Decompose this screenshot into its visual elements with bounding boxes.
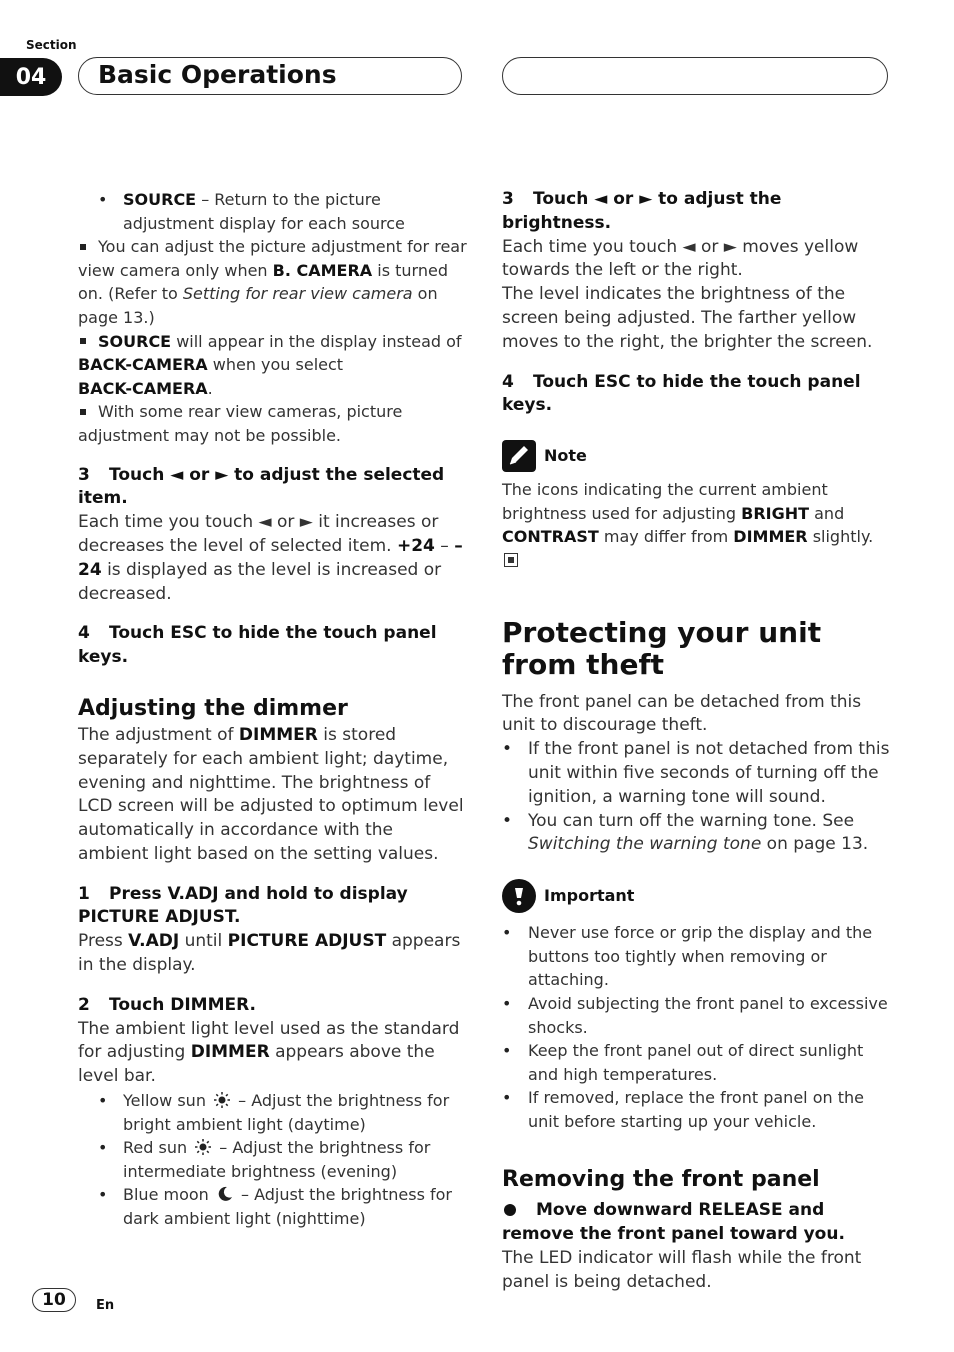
important-bullet-4: • If removed, replace the front panel on the unit before starting up your vehicle. [502,1086,894,1133]
removing-heading: Removing the front panel [502,1167,820,1193]
protect-bullet-1: • If the front panel is not detached from this unit within five seconds of turning off the ignition, a warning tone will sound. [502,738,894,809]
square-bullet-icon [80,338,86,344]
section-label: Section [26,38,77,52]
protect-body: The front panel can be detached from this unit to discourage theft. [502,691,862,736]
dimmer-heading: Adjusting the dimmer [78,695,348,721]
protect-heading: Protecting your unit from theft [502,615,822,681]
important-bullet-2: • Avoid subjecting the front panel to excessive shocks. [502,992,894,1039]
important-callout [502,879,894,913]
bullet-blue-moon: • Blue moon – Adjust the brightness for dark ambient light (nighttime) [78,1183,468,1230]
section-number-badge: 04 [0,58,62,96]
end-of-section-icon [504,553,518,567]
important-bullet-1: • Never use force or grip the display and the buttons too tightly when removing or attaching. [502,921,894,992]
step-dot-icon [504,1204,516,1216]
square-bullet-icon [80,409,86,415]
sun-icon [213,1091,231,1109]
note-some-cameras: With some rear view cameras, picture adjustment may not be possible. [78,402,403,445]
step-2-body: The ambient light level used as the standard for adjusting DIMMER appears above the level bar. [78,1018,460,1087]
moon-icon [216,1185,234,1203]
blank-title-frame [502,57,888,95]
brightness-step-3-body-2: The level indicates the brightness of the screen being adjusted. The farther yellow moves to the right, the brighter the screen. [502,284,873,352]
left-column [78,188,468,1231]
bullet-source: • SOURCE – Return to the picture adjustment display for each source [78,188,468,235]
note-rear-camera: You can adjust the picture adjustment for rear view camera only when B. CAMERA is turned on. (Refer to Setting for rear view camera on page 13.) [78,237,467,327]
square-bullet-icon [80,244,86,250]
note-callout [502,440,894,472]
note-label: Note [544,446,587,466]
important-icon [502,879,536,913]
bullet-red-sun: • Red sun – Adjust the brightness for intermediate brightness (evening) [78,1136,468,1183]
bullet-yellow-sun: • Yellow sun – Adjust the brightness for bright ambient light (daytime) [78,1089,468,1136]
brightness-step-3-heading: 3 Touch ◄ or ► to adjust the brightness. [502,189,782,233]
note-pencil-icon [502,440,536,472]
language-code: En [96,1298,115,1313]
protect-bullet-2: • You can turn off the warning tone. See Switching the warning tone on page 13. [502,810,894,858]
step-4-heading: 4 Touch ESC to hide the touch panel keys. [78,623,437,668]
step-1-heading: 1 Press V.ADJ and hold to display PICTURE ADJUST. [78,883,408,928]
step-3-heading: 3 Touch ◄ or ► to adjust the selected item. [78,464,445,509]
removing-body: The LED indicator will flash while the front panel is being detached. [502,1248,862,1292]
note-source-display: SOURCE will appear in the display instead of BACK-CAMERA when you select BACK-CAMERA. [78,331,462,398]
page-number: 10 [32,1288,76,1312]
step-1-body: Press V.ADJ until PICTURE ADJUST appears in the display. [78,931,461,976]
brightness-step-4-heading: 4 Touch ESC to hide the touch panel keys. [502,371,861,416]
brightness-step-3-body: Each time you touch ◄ or ► moves yellow towards the left or the right. [502,236,859,281]
note-body: The icons indicating the current ambient brightness used for adjusting BRIGHT and CONTRAST may differ from DIMMER slightly. [502,478,894,572]
right-column [502,188,894,1295]
step-3-body: Each time you touch ◄ or ► it increases or decreases the level of selected item. +24 – –24 is displayed as the level is increased or decreased. [78,512,463,604]
page-title: Basic Operations [98,60,337,89]
important-bullet-3: • Keep the front panel out of direct sunlight and high temperatures. [502,1039,894,1086]
removing-step: Move downward RELEASE and remove the front panel toward you. [502,1200,845,1245]
sun-icon [194,1138,212,1156]
step-2-heading: 2 Touch DIMMER. [78,994,256,1015]
dimmer-body: The adjustment of DIMMER is stored separately for each ambient light; daytime, evening and nighttime. The brightness of LCD screen will be adjusted to optimum level automatically in accordance with the ambient light based on the setting values. [78,724,464,864]
important-label: Important [544,886,635,906]
